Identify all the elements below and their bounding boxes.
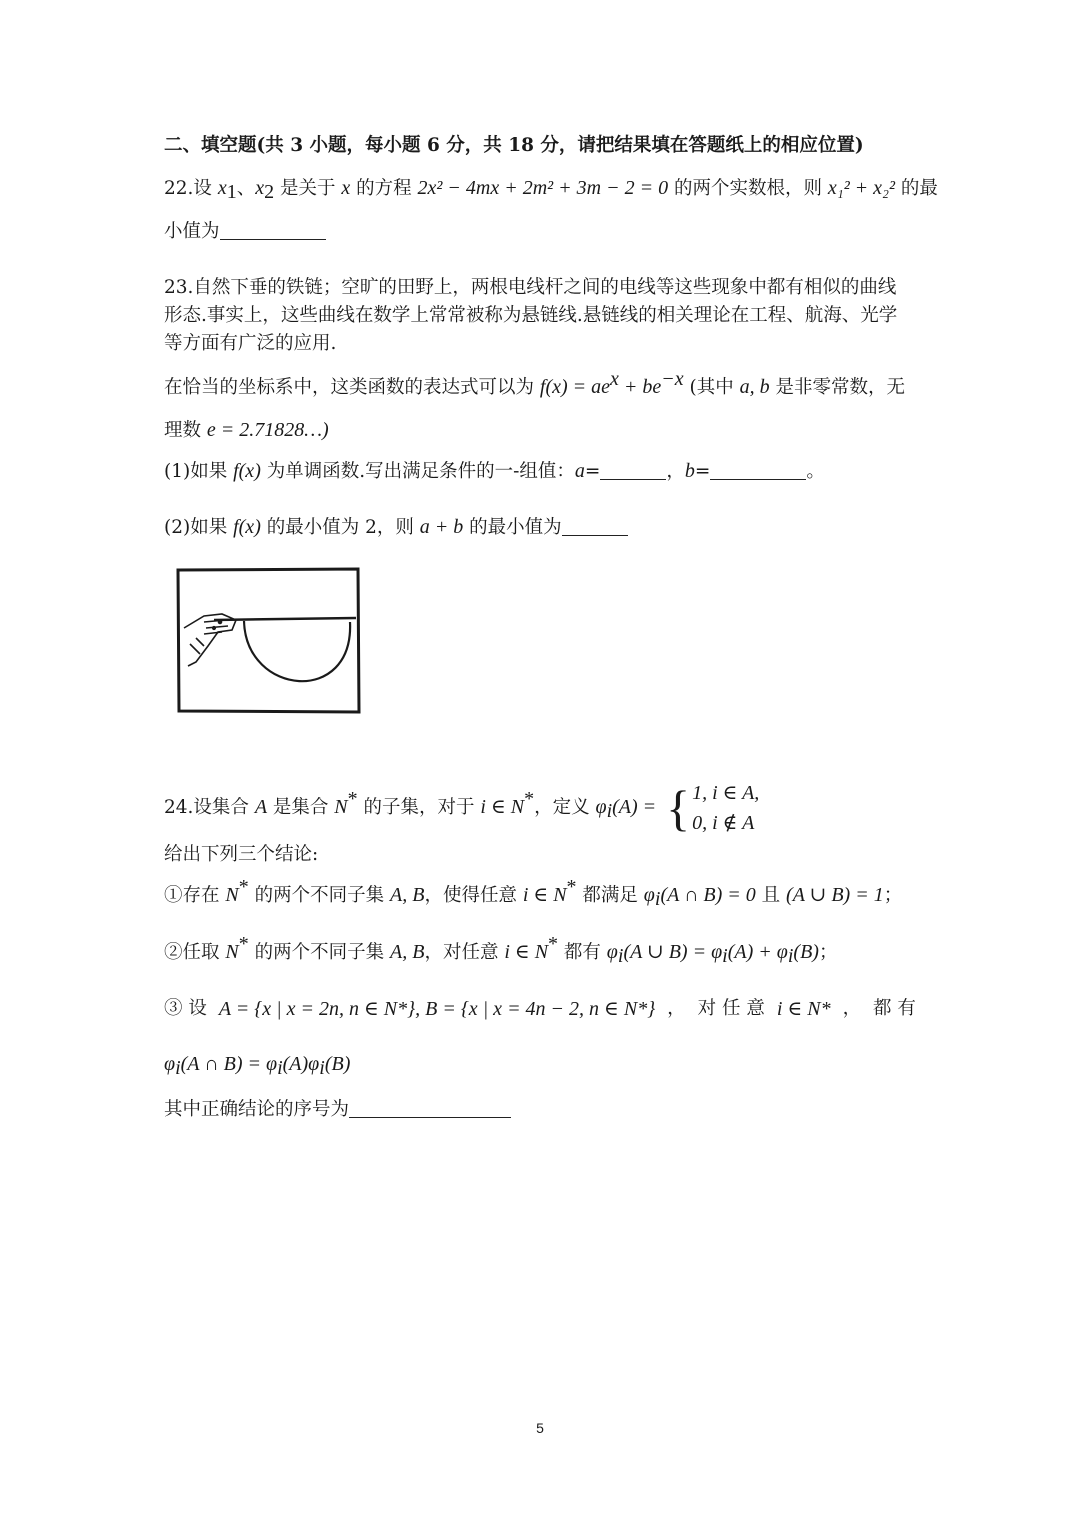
q23-a-label: a bbox=[574, 460, 585, 482]
q24-prefix: 24.设集合 bbox=[164, 797, 255, 818]
q24-phi-sub: i bbox=[606, 800, 613, 822]
c2-N: N bbox=[225, 941, 239, 963]
q23-part1-prefix: (1)如果 bbox=[164, 461, 234, 482]
q24-phi-arg: (A) = bbox=[612, 796, 657, 818]
c2-i-in: i ∈ N bbox=[504, 941, 549, 963]
q24-case2: 0, i ∉ A bbox=[692, 812, 755, 834]
q24-A: A bbox=[254, 796, 268, 818]
q23-e-value: e = 2.71828…) bbox=[206, 419, 329, 441]
q24-stem bbox=[164, 777, 759, 838]
c1-end: ； bbox=[883, 885, 903, 906]
q23-comma: ， bbox=[666, 461, 685, 482]
c2-sub-a: i bbox=[617, 945, 624, 967]
c2-AB: A, B bbox=[390, 941, 425, 963]
q24-conclusion-2 bbox=[164, 933, 838, 967]
c2-text4: 都有 bbox=[558, 942, 607, 963]
q23-func: f(x) = ae bbox=[539, 376, 611, 398]
c2-expr-b: (A) + bbox=[727, 941, 777, 963]
c2-text1: ②任取 bbox=[164, 942, 226, 963]
q23-part2 bbox=[164, 515, 628, 540]
q22-sub1: 1 bbox=[226, 181, 237, 203]
hand-icon bbox=[184, 614, 236, 666]
q24-final bbox=[164, 1097, 511, 1122]
q24-mid1: 是集合 bbox=[267, 797, 335, 818]
figure-frame bbox=[178, 569, 359, 712]
c2-phi-c: φ bbox=[776, 941, 788, 963]
q22-eq-intro: 的方程 bbox=[350, 178, 418, 199]
q23-ab: a, b bbox=[739, 376, 770, 398]
q24-piecewise bbox=[666, 778, 759, 838]
c1-star2: * bbox=[566, 876, 577, 898]
q23-part2-end: 的最小值为 bbox=[463, 517, 562, 538]
q22-expr: x₁² + x₂² bbox=[827, 177, 896, 199]
c3-line2-a: (A ∩ B) = bbox=[180, 1053, 266, 1075]
q23-part2-blank[interactable] bbox=[562, 515, 628, 536]
q23-period: 。 bbox=[806, 461, 825, 482]
q23-para2-end: 是非零常数，无 bbox=[769, 377, 906, 398]
c2-sub-c: i bbox=[787, 945, 794, 967]
q24-final-text: 其中正确结论的序号为 bbox=[164, 1099, 350, 1120]
q23-part1-text: 为单调函数.写出满足条件的一-组值： bbox=[260, 461, 575, 482]
c3-phi-a: φ bbox=[164, 1053, 176, 1075]
c3-comma: ， bbox=[667, 998, 686, 1019]
c3-sub-a: i bbox=[175, 1057, 181, 1079]
q23-part1-f: f(x) bbox=[233, 460, 261, 482]
q23-para2-start: 在恰当的坐标系中，这类函数的表达式可以为 bbox=[164, 377, 540, 398]
q24-phi: φ bbox=[595, 796, 607, 818]
c3-sets: A = {x | x = 2n, n ∈ N*}, B = {x | x = 4n − 2, n ∈ N*} bbox=[218, 998, 656, 1020]
q22-after-eq: 的两个实数根，则 bbox=[668, 178, 828, 199]
q23-eq-b: = bbox=[694, 461, 711, 482]
q23-part2-prefix: (2)如果 bbox=[164, 517, 234, 538]
q22-line1 bbox=[164, 176, 938, 201]
c3-phi-c: φ bbox=[308, 1053, 320, 1075]
c3-have: 都 有 bbox=[873, 998, 916, 1019]
hanging-chain-figure bbox=[174, 566, 364, 716]
c3-sub-b: i bbox=[277, 1057, 283, 1079]
q23-part1 bbox=[164, 459, 825, 484]
q23-para1-line3: 等方面有广泛的应用. bbox=[164, 333, 337, 354]
q23-part2-f: f(x) bbox=[233, 516, 261, 538]
q23-b-label: b bbox=[684, 460, 695, 482]
q22-line2 bbox=[164, 219, 326, 244]
c2-phi-b: φ bbox=[711, 941, 723, 963]
q23-exp1: x bbox=[610, 368, 619, 390]
q24-star: * bbox=[347, 788, 358, 810]
q23-para3 bbox=[164, 418, 329, 443]
c2-text3: ，对任意 bbox=[424, 942, 505, 963]
c3-line2-b: (A) bbox=[282, 1053, 309, 1075]
q22-sep: 、 bbox=[236, 178, 256, 199]
q24-conclusion-1 bbox=[164, 876, 903, 910]
q24-N: N bbox=[334, 796, 348, 818]
q22-var: x bbox=[341, 177, 351, 199]
c2-text2: 的两个不同子集 bbox=[248, 942, 390, 963]
c1-N: N bbox=[225, 884, 239, 906]
q23-plus: + be bbox=[618, 376, 662, 398]
q23-a-blank[interactable] bbox=[600, 459, 666, 480]
c1-phi-sub: i bbox=[654, 888, 661, 910]
c1-AB: A, B bbox=[390, 884, 425, 906]
q24-conclusion-3 bbox=[164, 997, 916, 1021]
q23-part2-text: 的最小值为 2，则 bbox=[260, 517, 420, 538]
q22-equation: 2x² − 4mx + 2m² + 3m − 2 = 0 bbox=[417, 177, 669, 199]
c1-expr2: (A ∪ B) = 1 bbox=[786, 884, 884, 906]
q23-exp2: −x bbox=[661, 368, 684, 390]
c2-expr: (A ∪ B) = bbox=[623, 941, 712, 963]
c1-text2: 的两个不同子集 bbox=[248, 885, 390, 906]
c1-i-in: i ∈ N bbox=[522, 884, 567, 906]
section-header: 二、填空题(共 3 小题，每小题 6 分，共 18 分，请把结果填在答题纸上的相应位置) bbox=[164, 135, 864, 156]
c3-any: 对 任 意 bbox=[697, 998, 765, 1019]
c3-i: i ∈ N* bbox=[776, 998, 831, 1020]
c1-text4: 都满足 bbox=[576, 885, 644, 906]
c3-sub-c: i bbox=[319, 1057, 325, 1079]
q24-answer-blank[interactable] bbox=[349, 1097, 511, 1118]
c2-star2: * bbox=[548, 933, 559, 955]
catenary-curve bbox=[244, 621, 350, 681]
q24-mid2: 的子集，对于 bbox=[357, 797, 481, 818]
c1-phi: φ bbox=[643, 884, 655, 906]
page-number: 5 bbox=[536, 1420, 544, 1436]
q23-para3-text: 理数 bbox=[164, 420, 207, 441]
q22-answer-blank[interactable] bbox=[220, 219, 326, 240]
q23-para1-line1: 23.自然下垂的铁链；空旷的田野上，两根电线杆之间的电线等这些现象中都有相似的曲线 bbox=[164, 277, 897, 298]
q22-end-line1: 的最 bbox=[895, 178, 938, 199]
q23-part2-expr: a + b bbox=[419, 516, 464, 538]
q23-para1-line2: 形态.事实上，这些曲线在数学上常常被称为悬链线.悬链线的相关理论在工程、航海、光学 bbox=[164, 305, 898, 326]
q24-i-in: i ∈ N bbox=[480, 796, 525, 818]
c2-sub-b: i bbox=[722, 945, 728, 967]
c3-phi-b: φ bbox=[265, 1053, 278, 1075]
q22-line2-text: 小值为 bbox=[164, 221, 220, 242]
q24-conclusion-3-line2 bbox=[164, 1052, 350, 1077]
c1-star: * bbox=[238, 876, 249, 898]
q23-b-blank[interactable] bbox=[710, 459, 806, 480]
c1-text3: ，使得任意 bbox=[424, 885, 523, 906]
q24-intro: 给出下列三个结论: bbox=[164, 844, 319, 865]
q22-x1: x bbox=[217, 177, 227, 199]
c3-label: ③ 设 bbox=[164, 998, 207, 1019]
q24-mid3: ，定义 bbox=[534, 797, 596, 818]
q24-brace: { bbox=[666, 780, 691, 836]
c1-text1: ①存在 bbox=[164, 885, 226, 906]
q24-case1: 1, i ∈ A, bbox=[692, 782, 760, 804]
q24-cases bbox=[692, 778, 759, 838]
q23-para2-mid: (其中 bbox=[683, 377, 740, 398]
c2-end: ； bbox=[818, 942, 838, 963]
q23-para2 bbox=[164, 368, 906, 400]
q22-sub2: 2 bbox=[264, 181, 275, 203]
q22-mid: 是关于 bbox=[274, 178, 342, 199]
c2-star: * bbox=[238, 933, 249, 955]
c2-phi-a: φ bbox=[606, 941, 618, 963]
c2-expr-c: (B) bbox=[793, 941, 819, 963]
q23-eq-a: = bbox=[584, 461, 601, 482]
c3-comma2: ， bbox=[842, 998, 862, 1019]
c1-expr1: (A ∩ B) = 0 bbox=[660, 884, 756, 906]
q22-prefix: 22.设 bbox=[164, 178, 218, 199]
c1-and: 且 bbox=[755, 885, 787, 906]
q24-star2: * bbox=[524, 788, 535, 810]
c3-line2-c: (B) bbox=[324, 1053, 351, 1075]
q22-x2: x bbox=[255, 177, 265, 199]
